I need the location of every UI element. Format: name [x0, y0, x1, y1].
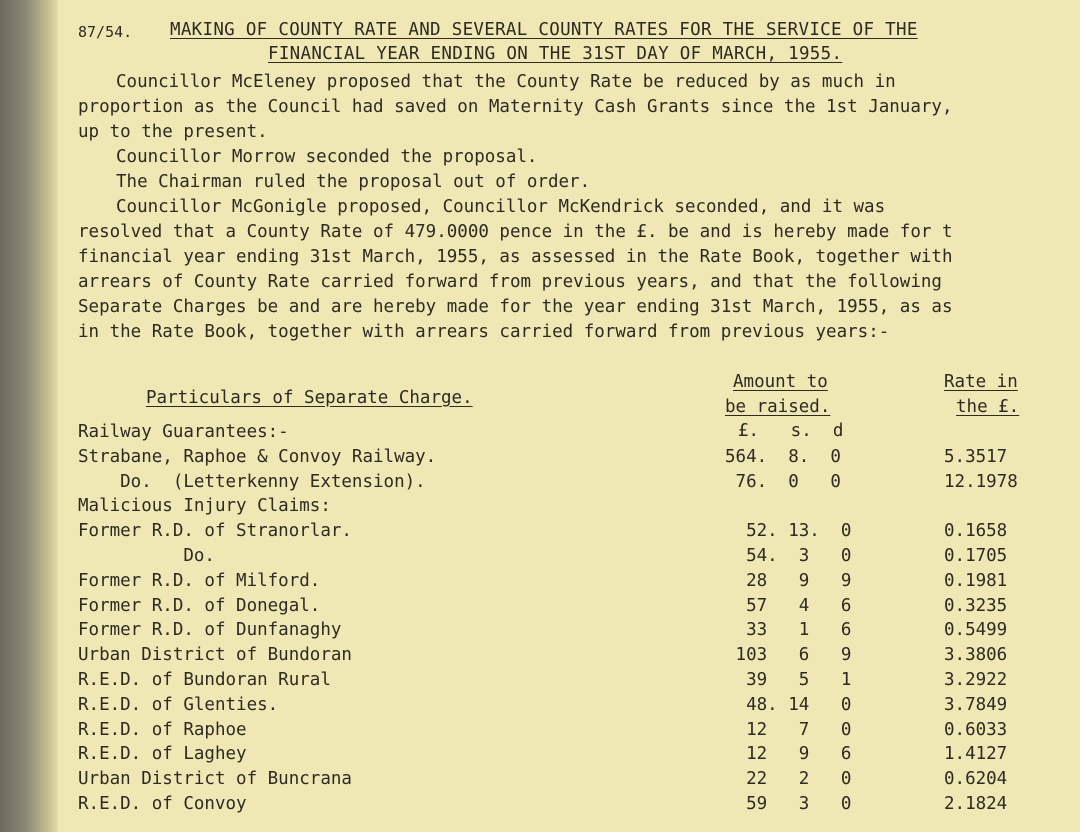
- minute-reference: 87/54.: [78, 23, 133, 41]
- amount-raised: 12 9 6: [725, 744, 852, 764]
- heading-line-2: FINANCIAL YEAR ENDING ON THE 31ST DAY OF MARCH, 1955.: [268, 44, 843, 64]
- page-binding-shadow: [0, 0, 58, 832]
- charge-particular: Former R.D. of Dunfanaghy: [78, 620, 342, 640]
- charge-particular: Malicious Injury Claims:: [78, 496, 331, 516]
- amount-raised: 76. 0 0: [725, 472, 841, 492]
- charge-particular: Do.: [78, 546, 215, 566]
- rate-in-pound: 5.3517: [944, 447, 1008, 467]
- amount-raised: 33 1 6: [725, 620, 852, 640]
- charge-particular: R.E.D. of Bundoran Rural: [78, 670, 331, 690]
- amount-raised: 564. 8. 0: [725, 447, 841, 467]
- rate-in-pound: 0.5499: [944, 620, 1008, 640]
- rate-in-pound: 0.1981: [944, 571, 1008, 591]
- body-line: in the Rate Book, together with arrears carried forward from previous years:-: [78, 322, 890, 342]
- amount-raised: 103 6 9: [725, 645, 852, 665]
- body-line: arrears of County Rate carried forward from previous years, and that the following: [78, 272, 942, 292]
- amount-header-line-2: be raised.: [725, 397, 831, 417]
- rate-header-line-2: the £.: [956, 397, 1020, 417]
- charge-particular: Urban District of Buncrana: [78, 769, 352, 789]
- charge-particular: R.E.D. of Glenties.: [78, 695, 279, 715]
- amount-units-header: £. s. d: [738, 421, 844, 441]
- amount-header-line-1: Amount to: [733, 372, 828, 392]
- rate-in-pound: 0.1705: [944, 546, 1008, 566]
- amount-raised: 22 2 0: [725, 769, 852, 789]
- charge-particular: Former R.D. of Milford.: [78, 571, 321, 591]
- body-line: Councillor McEleney proposed that the County Rate be reduced by as much in: [116, 72, 896, 92]
- body-line: The Chairman ruled the proposal out of order.: [116, 172, 591, 192]
- rate-in-pound: 3.7849: [944, 695, 1008, 715]
- body-line: financial year ending 31st March, 1955, as assessed in the Rate Book, together with: [78, 247, 953, 267]
- rate-in-pound: 12.1978: [944, 472, 1018, 492]
- charge-particular: Railway Guarantees:-: [78, 422, 289, 442]
- charge-particular: R.E.D. of Laghey: [78, 744, 247, 764]
- body-line: Separate Charges be and are hereby made for the year ending 31st March, 1955, as as: [78, 297, 953, 317]
- amount-raised: 28 9 9: [725, 571, 852, 591]
- charge-particular: Do. (Letterkenny Extension).: [78, 472, 426, 492]
- charge-particular: R.E.D. of Convoy: [78, 794, 247, 814]
- rate-in-pound: 0.1658: [944, 521, 1008, 541]
- body-line: proportion as the Council had saved on Maternity Cash Grants since the 1st January,: [78, 97, 953, 117]
- rate-in-pound: 3.3806: [944, 645, 1008, 665]
- rate-in-pound: 3.2922: [944, 670, 1008, 690]
- charge-particular: Former R.D. of Donegal.: [78, 596, 321, 616]
- particulars-column-header: Particulars of Separate Charge.: [146, 388, 473, 408]
- heading-line-1: MAKING OF COUNTY RATE AND SEVERAL COUNTY RATES FOR THE SERVICE OF THE: [170, 20, 918, 40]
- body-line: Councillor McGonigle proposed, Councillor McKendrick seconded, and it was: [116, 197, 886, 217]
- charge-particular: Urban District of Bundoran: [78, 645, 352, 665]
- amount-raised: 48. 14 0: [725, 695, 852, 715]
- amount-raised: 59 3 0: [725, 794, 852, 814]
- amount-raised: 39 5 1: [725, 670, 852, 690]
- amount-raised: 12 7 0: [725, 720, 852, 740]
- charge-particular: R.E.D. of Raphoe: [78, 720, 247, 740]
- rate-in-pound: 1.4127: [944, 744, 1008, 764]
- charge-particular: Strabane, Raphoe & Convoy Railway.: [78, 447, 437, 467]
- body-line: Councillor Morrow seconded the proposal.: [116, 147, 538, 167]
- amount-raised: 54. 3 0: [725, 546, 852, 566]
- rate-in-pound: 0.6033: [944, 720, 1008, 740]
- amount-raised: 57 4 6: [725, 596, 852, 616]
- rate-in-pound: 2.1824: [944, 794, 1008, 814]
- rate-in-pound: 0.6204: [944, 769, 1008, 789]
- rate-in-pound: 0.3235: [944, 596, 1008, 616]
- rate-header-line-1: Rate in: [944, 372, 1018, 392]
- amount-raised: 52. 13. 0: [725, 521, 852, 541]
- charge-particular: Former R.D. of Stranorlar.: [78, 521, 352, 541]
- body-line: up to the present.: [78, 122, 268, 142]
- body-line: resolved that a County Rate of 479.0000 pence in the £. be and is hereby made for t: [78, 222, 953, 242]
